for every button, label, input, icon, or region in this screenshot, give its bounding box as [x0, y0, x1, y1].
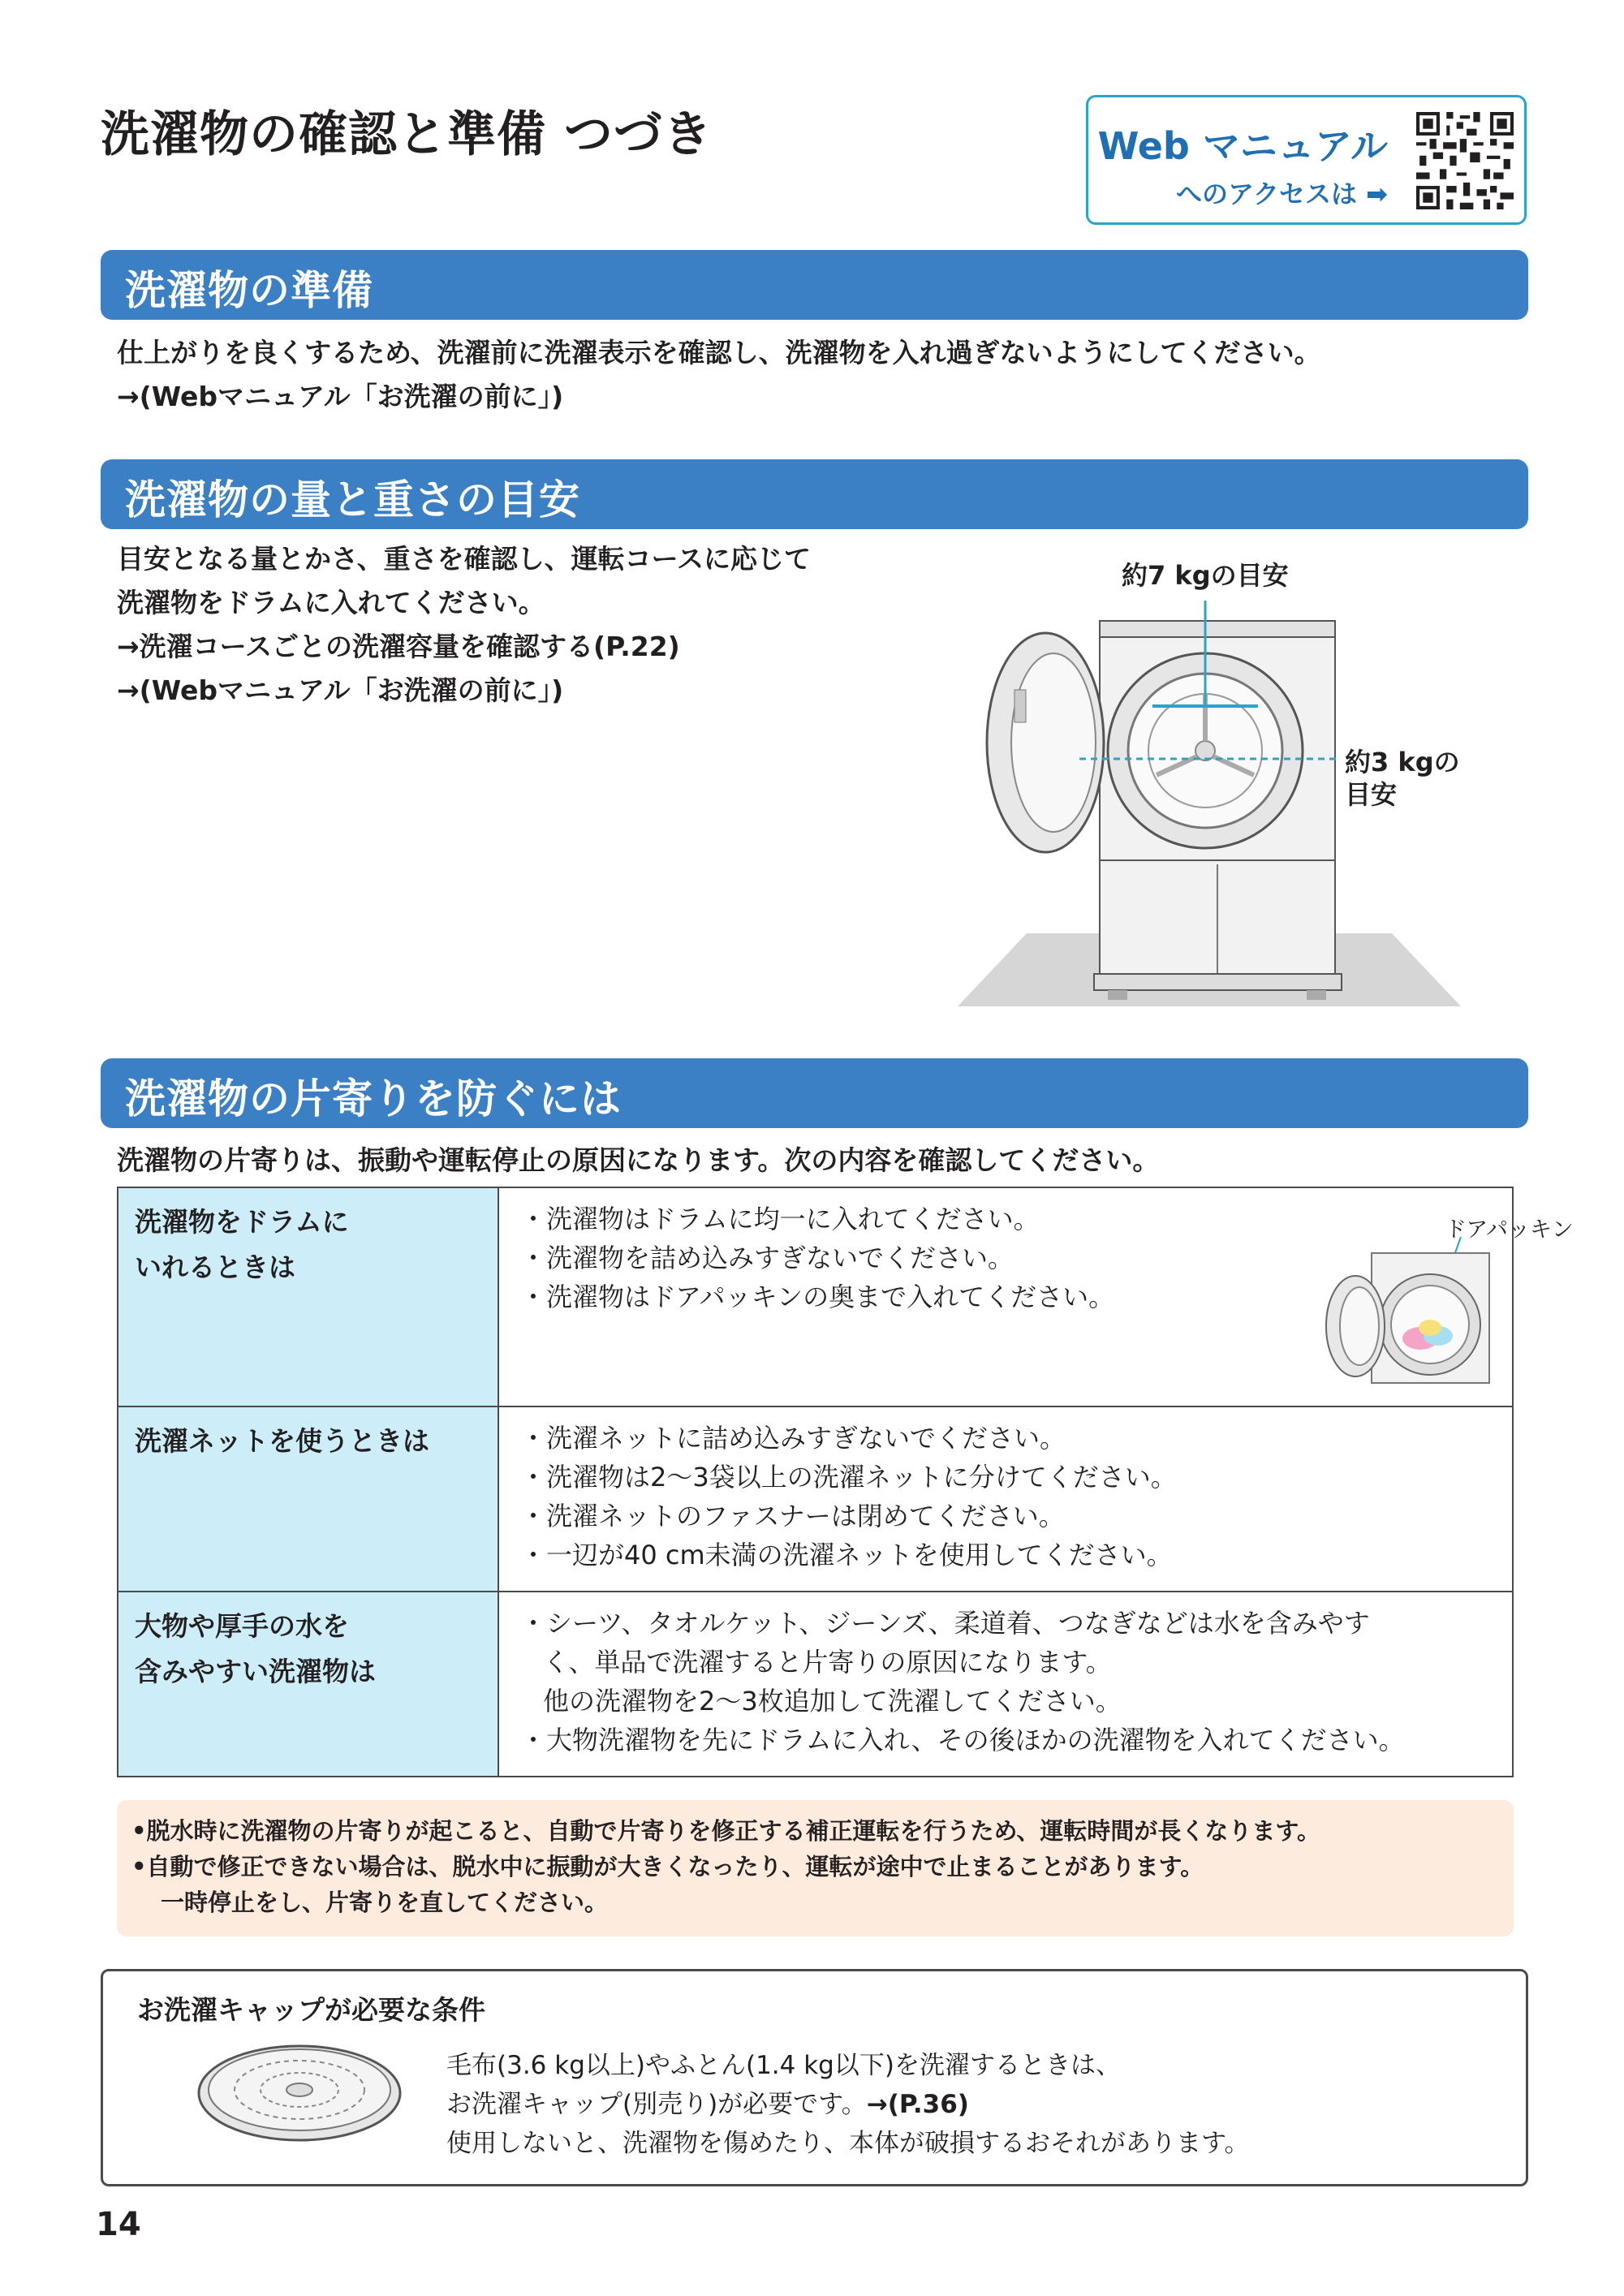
list-item: ・大物洗濯物を先にドラムに入れ、その後ほかの洗濯物を入れてください。 — [520, 1725, 1405, 1755]
table-row — [118, 1188, 1574, 1406]
label-7kg: 約7 kgの目安 — [1122, 560, 1289, 591]
washing-machine-illustration — [950, 601, 1477, 1023]
wash-cap-illustration — [196, 2033, 403, 2147]
cap-condition-box — [101, 1969, 1528, 2186]
cap-line: お洗濯キャップ(別売り)が必要です。→(P.36) — [446, 2090, 969, 2119]
section-body — [117, 331, 1321, 419]
section-body — [117, 537, 811, 713]
table-row — [118, 1591, 1512, 1776]
web-manual-title: Web マニュアル — [1097, 124, 1388, 168]
cap-line: 使用しないと、洗濯物を傷めたり、本体が破損するおそれがあります。 — [446, 2129, 1250, 2158]
section-header-preparation — [101, 250, 1528, 320]
label-3kg-line2: 目安 — [1345, 779, 1398, 810]
page-title: 洗濯物の確認と準備 つづき — [101, 106, 713, 163]
cap-title: お洗濯キャップが必要な条件 — [137, 1994, 485, 2026]
row-header: 洗濯物をドラムに いれるときは — [118, 1188, 499, 1406]
list-item: ・洗濯ネットのファスナーは閉めてください。 — [520, 1501, 1065, 1531]
section-title: 洗濯物の準備 — [125, 267, 373, 314]
section-intro: 洗濯物の片寄りは、振動や運転停止の原因になります。次の内容を確認してください。 — [117, 1144, 1160, 1176]
body-line: 洗濯物をドラムに入れてください。 — [117, 587, 545, 618]
list-item: ・洗濯物はドアパッキンの奥まで入れてください。 — [520, 1282, 1115, 1312]
list-item: ・洗濯物はドラムに均一に入れてください。 — [520, 1204, 1040, 1234]
cap-line: 毛布(3.6 kg以上)やふとん(1.4 kg以下)を洗濯するときは、 — [446, 2051, 1121, 2080]
door-packing-label: ドアパッキン — [1445, 1217, 1574, 1243]
caution-note — [117, 1800, 1514, 1936]
section-title: 洗濯物の片寄りを防ぐには — [125, 1075, 622, 1122]
row-body — [499, 1407, 1512, 1591]
note-line: •自動で修正できない場合は、脱水中に振動が大きくなったり、運転が途中で止まることがあります。 — [131, 1853, 1204, 1880]
list-item: ・洗濯ネットに詰め込みすぎないでください。 — [520, 1423, 1066, 1454]
page-link[interactable]: →洗濯コースごとの洗濯容量を確認する(P.22) — [117, 631, 680, 662]
table-row — [118, 1406, 1512, 1591]
note-line: •脱水時に洗濯物の片寄りが起こると、自動で片寄りを修正する補正運転を行うため、運転時間が長くなります。 — [131, 1817, 1321, 1845]
label-3kg: 約3 kgの — [1345, 747, 1460, 778]
row-body — [499, 1188, 1574, 1406]
body-line: 目安となる量とかさ、重さを確認し、運転コースに応じて — [117, 543, 812, 575]
row-header: 洗濯ネットを使うときは — [118, 1407, 499, 1591]
web-manual-link[interactable] — [1086, 95, 1527, 225]
note-line: 一時停止をし、片寄りを直してください。 — [161, 1889, 609, 1916]
list-item-continued: く、単品で洗濯すると片寄りの原因になります。 — [543, 1647, 1112, 1678]
section-title: 洗濯物の量と重さの目安 — [125, 476, 580, 523]
section-header-amount — [101, 459, 1528, 529]
list-item-continued: 他の洗濯物を2〜3枚追加して洗濯してください。 — [543, 1686, 1122, 1717]
page-number: 14 — [96, 2206, 141, 2243]
list-item: ・シーツ、タオルケット、ジーンズ、柔道着、つなぎなどは水を含みやす — [520, 1608, 1370, 1639]
section-header-imbalance — [101, 1058, 1528, 1128]
list-item: ・洗濯物を詰め込みすぎないでください。 — [520, 1243, 1014, 1273]
drum-illustration — [1323, 1237, 1493, 1391]
manual-link[interactable]: →(Webマニュアル「お洗濯の前に」) — [117, 381, 564, 412]
web-manual-subtitle: へのアクセスは ➡ — [1176, 179, 1388, 209]
body-line: 仕上がりを良くするため、洗濯前に洗濯表示を確認し、洗濯物を入れ過ぎないようにしてください。 — [117, 337, 1321, 368]
page-link[interactable]: →(P.36) — [866, 2090, 969, 2119]
manual-link[interactable]: →(Webマニュアル「お洗濯の前に」) — [117, 674, 564, 706]
tips-table — [117, 1187, 1574, 1777]
cap-description — [446, 2046, 1250, 2163]
row-body — [499, 1592, 1512, 1776]
list-item: ・一辺が40 cm未満の洗濯ネットを使用してください。 — [520, 1540, 1173, 1570]
qr-code-icon[interactable] — [1416, 112, 1514, 209]
list-item: ・洗濯物は2〜3袋以上の洗濯ネットに分けてください。 — [520, 1462, 1177, 1493]
row-header: 大物や厚手の水を 含みやすい洗濯物は — [118, 1592, 499, 1776]
